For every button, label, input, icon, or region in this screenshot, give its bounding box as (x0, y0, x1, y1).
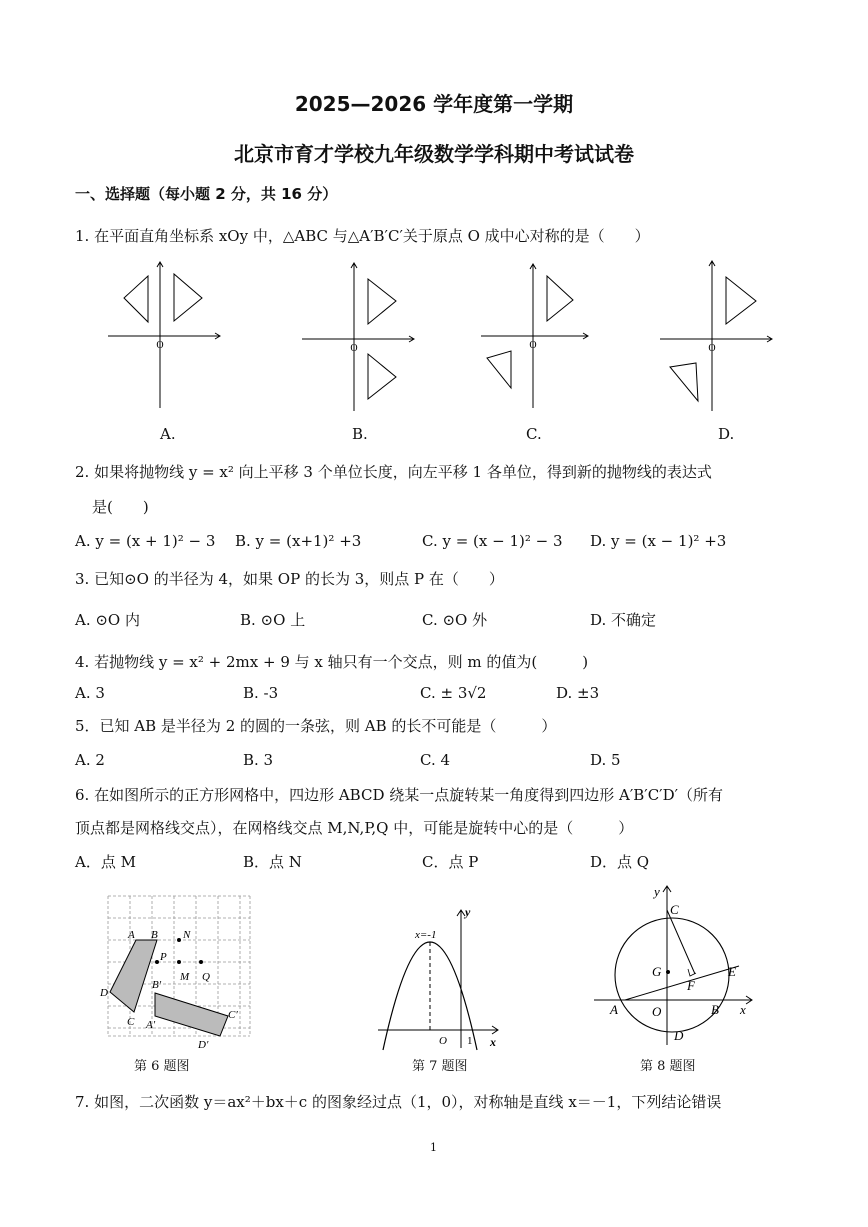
svg-text:D: D (100, 987, 108, 999)
svg-text:O: O (350, 343, 358, 354)
exam-title: 北京市育才学校九年级数学学科期中考试试卷 (234, 142, 634, 166)
q6-option-b[interactable]: B．点 N (243, 853, 302, 871)
graph-c (481, 264, 588, 408)
q5-option-a[interactable]: A. 2 (75, 751, 105, 769)
q2-option-b[interactable]: B. y = (x+1)² +3 (235, 532, 362, 550)
q1-option-c[interactable]: C. (526, 425, 542, 443)
question-2-stem-cont: 是( ) (92, 498, 149, 516)
svg-text:O: O (708, 343, 716, 354)
svg-text:B: B (711, 1002, 719, 1017)
q6-option-d[interactable]: D．点 Q (590, 853, 650, 871)
svg-text:A: A (610, 1002, 618, 1017)
svg-text:Q: Q (202, 971, 210, 983)
svg-text:N: N (183, 929, 191, 941)
q4-option-d[interactable]: D. ±3 (556, 684, 600, 702)
q1-option-b[interactable]: B. (352, 425, 368, 443)
svg-text:P: P (160, 951, 167, 963)
page-number: 1 (430, 1141, 437, 1154)
svg-text:D: D (674, 1028, 684, 1043)
q3-option-b[interactable]: B. ⊙O 上 (240, 611, 306, 629)
svg-text:O: O (439, 1035, 447, 1047)
svg-text:x: x (490, 1035, 496, 1049)
q1-option-a[interactable]: A. (160, 425, 176, 443)
q5-option-c[interactable]: C. 4 (420, 751, 451, 769)
q3-option-a[interactable]: A. ⊙O 内 (75, 611, 141, 629)
exam-year-title: 2025—2026 学年度第一学期 (294, 92, 574, 116)
svg-text:1: 1 (467, 1035, 473, 1047)
q6-option-c[interactable]: C．点 P (422, 853, 479, 871)
svg-text:y: y (654, 884, 660, 899)
question-1-stem: 1. 在平面直角坐标系 xOy 中，△ABC 与△A′B′C′关于原点 O 成中心对称的是（ ） (75, 227, 650, 245)
question-6-stem: 6. 在如图所示的正方形网格中，四边形 ABCD 绕某一点旋转某一角度得到四边形 A′B′C′D′（所有 (75, 786, 724, 804)
q3-option-c[interactable]: C. ⊙O 外 (422, 611, 488, 629)
svg-text:F: F (687, 978, 695, 993)
section-heading: 一、选择题（每小题 2 分，共 16 分） (75, 185, 338, 203)
question-4-stem: 4. 若抛物线 y = x² + 2mx + 9 与 x 轴只有一个交点，则 m 的值为( ) (75, 653, 589, 671)
q5-option-d[interactable]: D. 5 (590, 751, 621, 769)
q4-option-c[interactable]: C. ± 3√2 (420, 684, 487, 702)
svg-text:A′: A′ (146, 1019, 156, 1031)
svg-text:M: M (180, 971, 190, 983)
svg-text:D′: D′ (198, 1039, 209, 1051)
q2-option-c[interactable]: C. y = (x − 1)² − 3 (422, 532, 563, 550)
figure-6-grid (100, 888, 260, 1051)
svg-text:C: C (127, 1016, 135, 1028)
q5-option-b[interactable]: B. 3 (243, 751, 274, 769)
graph-a (108, 262, 220, 408)
figure-6-caption: 第 6 题图 (134, 1059, 190, 1074)
svg-text:O: O (529, 340, 537, 351)
figure-8-circle (592, 880, 762, 1050)
figure-7-parabola (373, 900, 513, 1050)
question-1-graphs (0, 255, 868, 455)
svg-text:G: G (652, 964, 662, 979)
q4-option-a[interactable]: A. 3 (75, 684, 105, 702)
svg-text:x: x (740, 1002, 746, 1017)
question-2-stem: 2. 如果将抛物线 y = x² 向上平移 3 个单位长度，向左平移 1 各单位，得到新的抛物线的表达式 (75, 463, 712, 481)
q2-option-a[interactable]: A. y = (x + 1)² − 3 (75, 532, 216, 550)
figure-7-caption: 第 7 题图 (412, 1059, 468, 1074)
svg-text:C: C (670, 902, 679, 917)
q4-option-b[interactable]: B. -3 (243, 684, 279, 702)
svg-text:B′: B′ (152, 979, 162, 991)
svg-text:A: A (128, 929, 135, 941)
question-3-stem: 3. 已知⊙O 的半径为 4，如果 OP 的长为 3，则点 P 在（ ） (75, 570, 504, 588)
question-5-stem: 5．已知 AB 是半径为 2 的圆的一条弦，则 AB 的长不可能是（ ） (75, 717, 557, 735)
svg-text:E: E (728, 964, 736, 979)
q2-option-d[interactable]: D. y = (x − 1)² +3 (590, 532, 727, 550)
graph-d (660, 261, 772, 411)
question-6-stem-cont: 顶点都是网格线交点），在网格线交点 M,N,P,Q 中，可能是旋转中心的是（ ） (75, 819, 634, 837)
svg-text:C′: C′ (228, 1009, 238, 1021)
svg-text:y: y (465, 905, 471, 919)
svg-text:O: O (652, 1004, 662, 1019)
q3-option-d[interactable]: D. 不确定 (590, 611, 657, 629)
question-7-stem: 7. 如图，二次函数 y＝ax²＋bx＋c 的图象经过点（1，0），对称轴是直线 x＝－1，下列结论错误 (75, 1093, 722, 1111)
graph-b (302, 263, 414, 411)
svg-text:O: O (156, 340, 164, 351)
figure-7-axis-label: x=-1 (415, 929, 437, 941)
svg-text:B: B (151, 929, 158, 941)
q1-option-d[interactable]: D. (718, 425, 735, 443)
q6-option-a[interactable]: A．点 M (75, 853, 136, 871)
figure-8-caption: 第 8 题图 (640, 1059, 696, 1074)
